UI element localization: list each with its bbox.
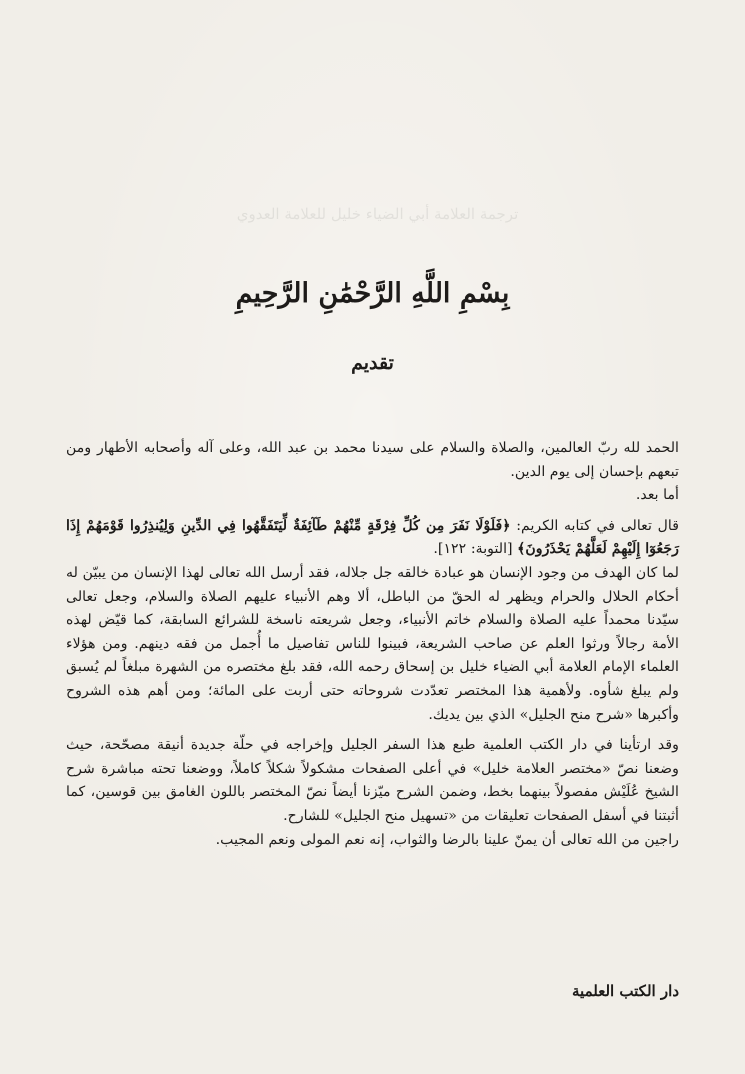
paragraph-praise: الحمد لله ربّ العالمين، والصلاة والسلام على سيدنا محمد بن عبد الله، وعلى آله وأصحابه الأطهار ومن تبعهم بإحسان إلى يوم الدين. — [66, 440, 679, 480]
body-text — [66, 437, 679, 852]
page-content — [66, 0, 679, 1074]
basmala: بِسْمِ اللَّهِ الرَّحْمَٰنِ الرَّحِيمِ — [235, 278, 510, 309]
publisher-signature: دار الكتب العلمية — [572, 982, 679, 1000]
page-title: تقديم — [351, 352, 394, 374]
quran-verse: ﴿فَلَوْلَا نَفَرَ مِن كُلِّ فِرْقَةٍ مِّنْهُمْ طَآئِفَةٌ لِّيَتَفَقَّهُوا فِي الدِّينِ وَلِيُنذِرُوا قَوْمَهُمْ إِذَا رَجَعُوٓا إِلَيْهِمْ لَعَلَّهُمْ يَحْذَرُونَ﴾ — [66, 517, 679, 558]
paragraph-quran — [66, 515, 679, 562]
quran-reference: [التوبة: ١٢٢]. — [433, 541, 518, 558]
paragraph-closing: راجين من الله تعالى أن يمنّ علينا بالرضا والثواب، إنه نعم المولى ونعم المجيب. — [215, 831, 679, 848]
quran-intro: قال تعالى في كتابه الكريم: — [510, 517, 679, 534]
paragraph-amma-bad: أما بعد. — [635, 487, 679, 504]
paragraph-purpose: لما كان الهدف من وجود الإنسان هو عبادة خالقه جل جلاله، فقد أرسل الله تعالى لهذا الإنسان من يبيّن له أحكام الحلال والحرام ويظهر له الحقّ من الباطل، ألا وهم الأنبياء عليهم الصلاة والسلام، وجعل تعالى سيّدنا محمداً عليه الصلاة والسلام خاتم الأنبياء، وجعل شريعته ناسخة للشرائع السابقة، كما قيّض لهذه الأمة رجالاً ورثوا العلم عن صاحب الشريعة، فبينوا للناس تفاصيل ما أُجمل من فقه دينهم. ومن هؤلاء العلماء الإمام العلامة أبي الضياء خليل بن إسحاق رحمه الله، فقد بلغ مختصره من الشهرة مبلغاً لم يُسبق ولم يبلغ شأوه. ولأهمية هذا المختصر تعدّدت شروحاته حتى أربت على المائة؛ ومن أهم هذه الشروح وأكبرها «شرح منح الجليل» الذي بين يديك. — [66, 564, 679, 723]
bleed-through-title: ترجمة العلامة أبي الضياء خليل للعلامة العدوي — [236, 205, 519, 223]
paragraph-edition: وقد ارتأينا في دار الكتب العلمية طبع هذا السفر الجليل وإخراجه في حلّة جديدة أنيقة مصحّحة، حيث وضعنا نصّ «مختصر العلامة خليل» في أعلى الصفحات مشكولاً شكلاً كاملاً، ووضعنا تحته مباشرة شرح الشيخ عُلَيْش مفصولاً بينهما بخط، وضمن الشرح ميّزنا أيضاً نصّ المختصر باللون الغامق بين قوسين، كما أثبتنا في أسفل الصفحات تعليقات من «تسهيل منح الجليل» للشارح. — [66, 737, 679, 824]
